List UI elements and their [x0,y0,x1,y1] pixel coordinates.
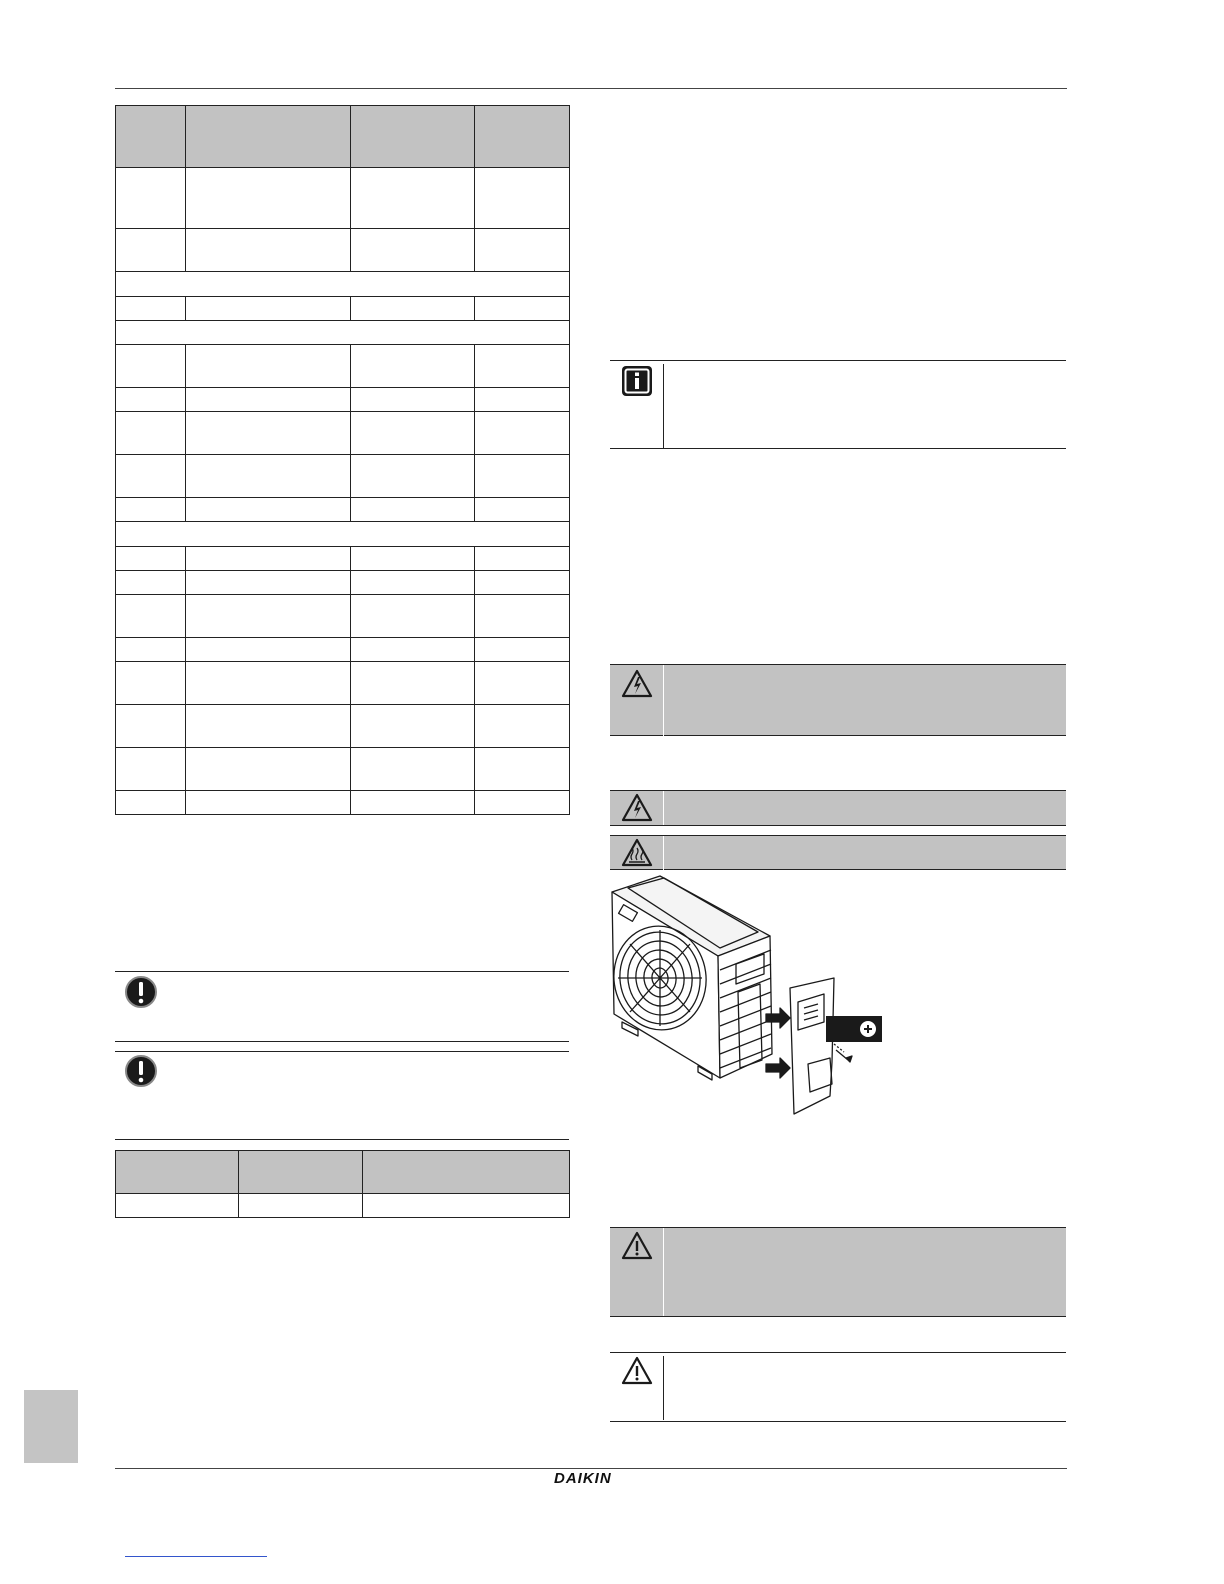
table-header-row [116,106,570,168]
table-header-cell [363,1151,570,1194]
table-row [116,595,570,638]
table-header-cell [186,106,351,168]
strip-bottom-rule [610,825,1066,826]
danger-box-top-rule [610,664,1066,665]
footer-rule [115,1468,1067,1469]
table-row [116,229,570,272]
outdoor-unit-illustration [608,874,898,1118]
notice-box-top-rule [115,1051,569,1052]
strip-divider [663,791,664,825]
table-row [116,297,570,321]
electrical-hazard-icon [620,793,654,823]
notice-box-bottom-rule [115,1041,569,1042]
table-row [116,412,570,455]
daikin-logo: DAIKIN [554,1470,612,1487]
strip-top-rule [610,835,1066,836]
table-section-row [116,522,570,547]
table-row [116,388,570,412]
table-header-cell [116,1151,239,1194]
warning-box-top-rule [610,1227,1066,1228]
hot-surface-strip [610,836,1066,870]
table-row [116,455,570,498]
caution-box-top-rule [610,1352,1066,1353]
small-table [115,1150,570,1218]
table-section-row [116,321,570,345]
table-header-cell [351,106,475,168]
info-icon [620,364,654,398]
warning-icon [620,1230,654,1262]
table-row [116,345,570,388]
table-row [116,791,570,815]
table-row [116,705,570,748]
caution-box-bottom-rule [610,1421,1066,1422]
table-row [116,498,570,522]
danger-box [610,665,1066,736]
table-row [116,571,570,595]
table-row [116,547,570,571]
warning-box [610,1228,1066,1316]
footer-link[interactable] [125,1556,267,1557]
table-row [116,662,570,705]
table-row [116,168,570,229]
notice-box-bottom-rule [115,1139,569,1140]
table-header-cell [116,106,186,168]
notice-box-top-rule [115,971,569,972]
notice-icon [124,1054,158,1088]
warning-icon [620,1355,654,1387]
info-box-bottom-rule [610,448,1066,449]
caution-box-divider [663,1356,664,1420]
notice-icon [124,975,158,1009]
danger-box-bottom-rule [610,735,1066,736]
electrical-hazard-icon [620,668,654,700]
spec-table [115,105,570,815]
info-box-divider [663,364,664,448]
hot-surface-icon [620,838,654,868]
info-box-top-rule [610,360,1066,361]
strip-divider [663,836,664,870]
warning-box-bottom-rule [610,1316,1066,1317]
header-rule [115,88,1067,89]
table-header-cell [239,1151,363,1194]
warning-box-divider [663,1228,664,1316]
electrical-strip [610,791,1066,825]
table-row [116,1194,570,1218]
table-header-cell [475,106,570,168]
table-row [116,638,570,662]
table-header-row [116,1151,570,1194]
strip-bottom-rule [610,869,1066,870]
strip-top-rule [610,790,1066,791]
table-row [116,748,570,791]
table-section-row [116,272,570,297]
danger-box-divider [663,665,664,736]
chapter-side-tab [24,1390,78,1463]
